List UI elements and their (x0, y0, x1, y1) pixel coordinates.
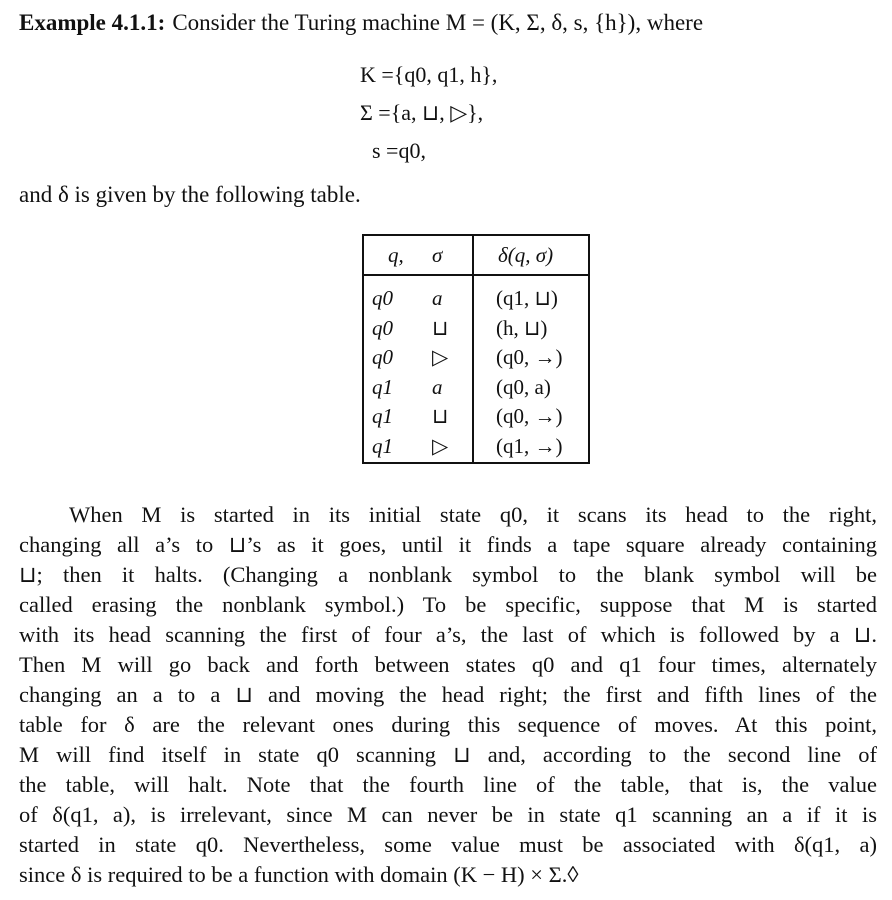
table-divider (472, 236, 474, 462)
table-cell-symbol: a (432, 286, 443, 310)
example-text: Consider the Turing machine M = (K, Σ, δ, s, {h}), where (172, 10, 704, 35)
definition-K: K ={q0, q1, h}, (360, 62, 498, 87)
table-cell-state: q0 (372, 286, 393, 310)
paragraph-line: changing an a to a ⊔ and moving the head right; the first and fifth lines of the (19, 682, 877, 707)
table-cell-transition: (h, ⊔) (496, 315, 548, 340)
table-cell-symbol: ▷ (432, 345, 449, 370)
delta-intro: and δ is given by the following table. (19, 182, 361, 207)
table-cell-transition: (q0, →) (496, 404, 563, 429)
paragraph-line: M will find itself in state q0 scanning ⊔ and, according to the second line of (19, 742, 877, 767)
paragraph-line: the table, will halt. Note that the fourth line of the table, that is, the value (19, 772, 877, 797)
body-paragraph (19, 500, 877, 890)
example-heading (19, 10, 703, 36)
paragraph-line: When M is started in its initial state q0, it scans its head to the right, (69, 502, 877, 527)
paragraph-line: started in state q0. Nevertheless, some value must be associated with δ(q1, a) (19, 832, 877, 857)
table-cell-symbol: a (432, 374, 443, 399)
header-delta: δ(q, σ) (498, 243, 554, 267)
paragraph-line: of δ(q1, a), is irrelevant, since M can never be in state q1 scanning an a if it is (19, 802, 877, 827)
definition-sigma: Σ ={a, ⊔, ▷}, (360, 100, 484, 125)
table-cell-state: q1 (372, 374, 393, 399)
paragraph-line: table for δ are the relevant ones during this sequence of moves. At this point, (19, 712, 877, 737)
table-cell-state: q0 (372, 345, 393, 370)
table-cell-transition: (q1, →) (496, 434, 563, 458)
paragraph-line: Then M will go back and forth between states q0 and q1 four times, alternately (19, 652, 877, 677)
paragraph-line: ⊔; then it halts. (Changing a nonblank symbol to the blank symbol will be (19, 562, 877, 587)
definition-s: s =q0, (372, 138, 426, 163)
table-cell-symbol: ⊔ (432, 315, 449, 340)
example-label: Example 4.1.1: (19, 10, 166, 35)
paragraph-line: changing all a’s to ⊔’s as it goes, until it finds a tape square already containing (19, 532, 877, 557)
table-cell-state: q1 (372, 434, 393, 458)
table-cell-state: q0 (372, 315, 393, 340)
table-cell-transition: (q1, ⊔) (496, 286, 558, 310)
paragraph-line: with its head scanning the first of four a’s, the last of which is followed by a ⊔. (19, 622, 877, 647)
table-cell-transition: (q0, →) (496, 345, 563, 370)
table-cell-state: q1 (372, 404, 393, 429)
table-cell-symbol: ⊔ (432, 404, 449, 429)
table-cell-transition: (q0, a) (496, 374, 551, 399)
paragraph-line: called erasing the nonblank symbol.) To be specific, suppose that M is started (19, 592, 877, 617)
transition-table (362, 234, 590, 464)
header-q: q, (388, 243, 404, 267)
paragraph-line: since δ is required to be a function with domain (K − H) × Σ.◊ (19, 862, 579, 887)
table-cell-symbol: ▷ (432, 434, 449, 458)
header-sigma: σ (432, 243, 443, 267)
